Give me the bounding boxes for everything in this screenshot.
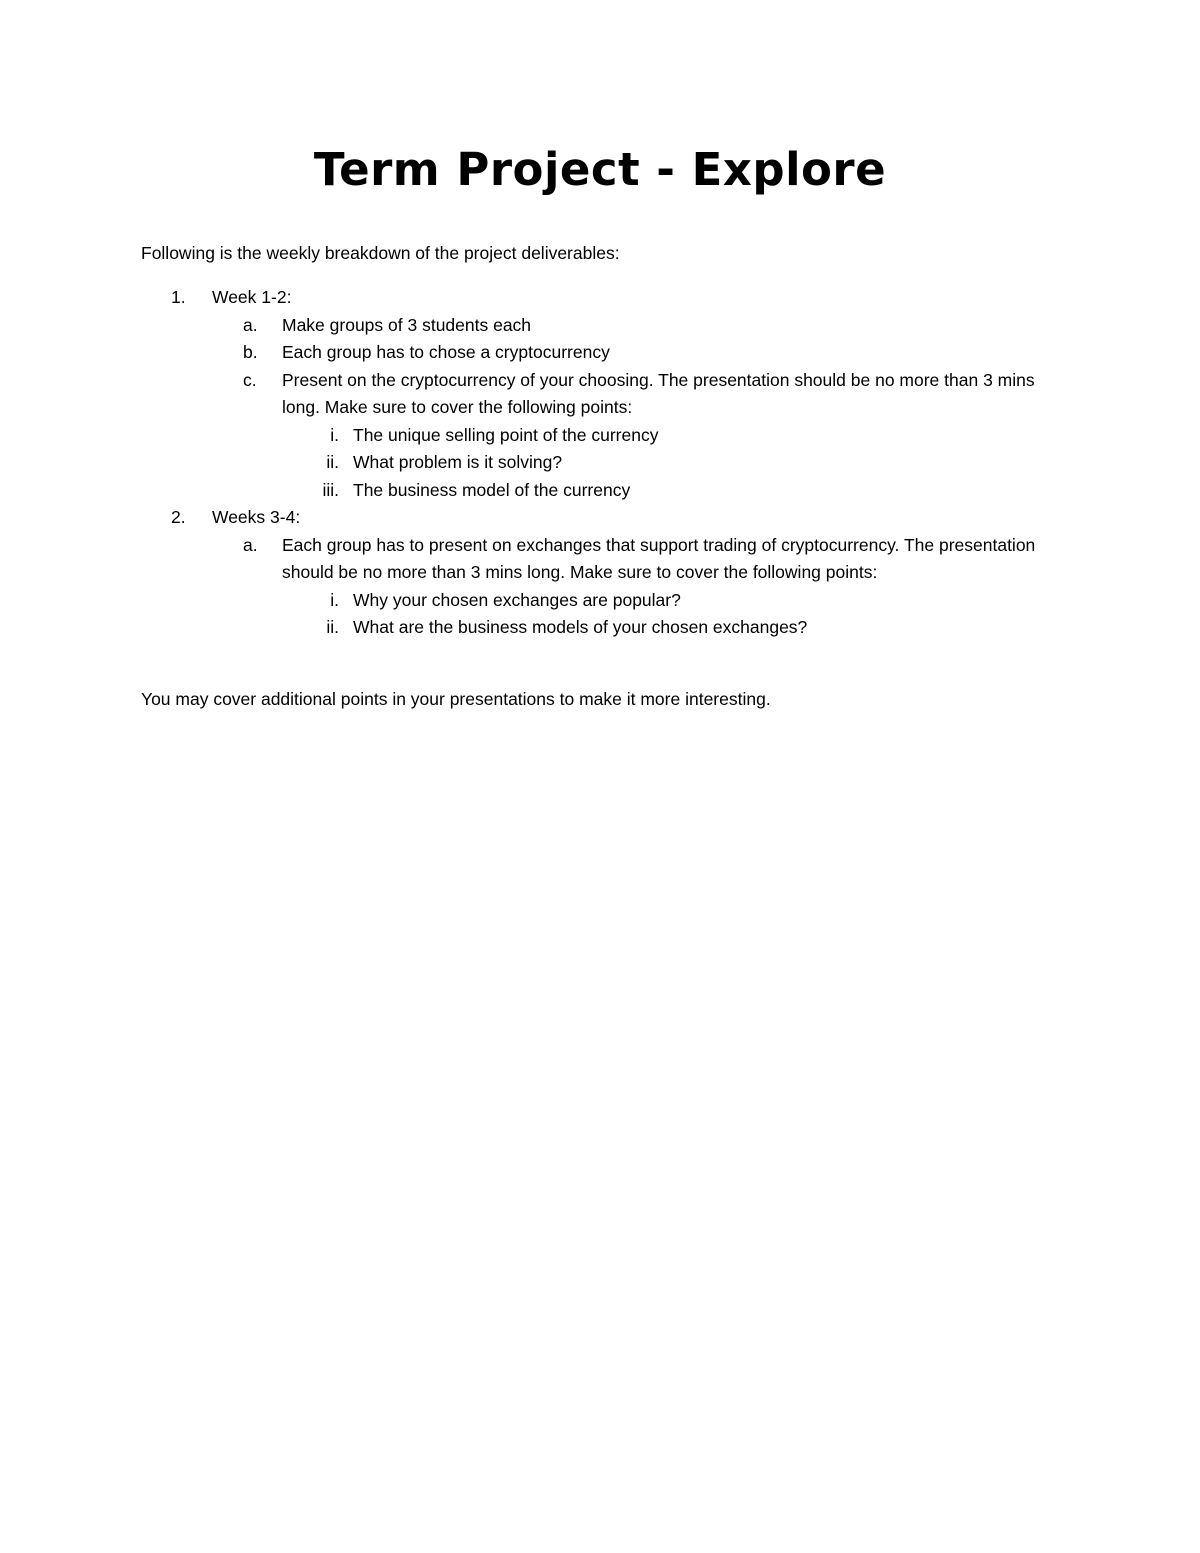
list-item-text: Why your chosen exchanges are popular? — [353, 589, 681, 610]
list-marker: c. — [243, 369, 257, 390]
list-marker: i. — [330, 424, 339, 445]
list-item — [141, 614, 1041, 642]
deliverables-list — [141, 284, 1041, 642]
list-marker: 1. — [171, 287, 186, 307]
intro-paragraph: Following is the weekly breakdown of the project deliverables: — [141, 243, 620, 263]
list-item — [141, 367, 1041, 422]
week-label: Weeks 3-4: — [212, 507, 301, 527]
list-item-text: Each group has to present on exchanges that support trading of cryptocurrency. The presentation should be no more than 3 mins long. Make sure to cover the following points: — [282, 534, 1036, 582]
list-item-text: What problem is it solving? — [353, 452, 563, 472]
list-item-text: Each group has to chose a cryptocurrency — [282, 342, 610, 362]
list-item-text: Make groups of 3 students each — [282, 314, 532, 335]
list-item — [141, 587, 1041, 615]
list-item — [141, 312, 1041, 340]
week-label: Week 1-2: — [212, 287, 292, 307]
list-item — [141, 477, 1041, 505]
list-item-week-1-2 — [141, 284, 1041, 312]
list-item-text: What are the business models of your chosen exchanges? — [353, 617, 808, 637]
list-item — [141, 449, 1041, 477]
list-item-week-3-4 — [141, 504, 1041, 532]
list-marker: b. — [243, 342, 258, 362]
list-marker: ii. — [326, 452, 339, 472]
list-item — [141, 339, 1041, 367]
list-marker: ii. — [326, 617, 339, 637]
list-marker: i. — [330, 589, 339, 610]
list-marker: a. — [243, 534, 258, 555]
document-title: Term Project - Explore — [313, 143, 887, 196]
list-item — [141, 422, 1041, 450]
closing-paragraph: You may cover additional points in your presentations to make it more interesting. — [141, 689, 771, 709]
list-marker: iii. — [322, 479, 339, 500]
list-marker: a. — [243, 314, 258, 335]
list-marker: 2. — [171, 507, 186, 527]
list-item-text: Present on the cryptocurrency of your choosing. The presentation should be no more than 3 mins long. Make sure to cover the following points: — [282, 369, 1035, 417]
list-item-text: The unique selling point of the currency — [353, 424, 659, 445]
list-item — [141, 532, 1041, 587]
list-item-text: The business model of the currency — [353, 479, 631, 500]
